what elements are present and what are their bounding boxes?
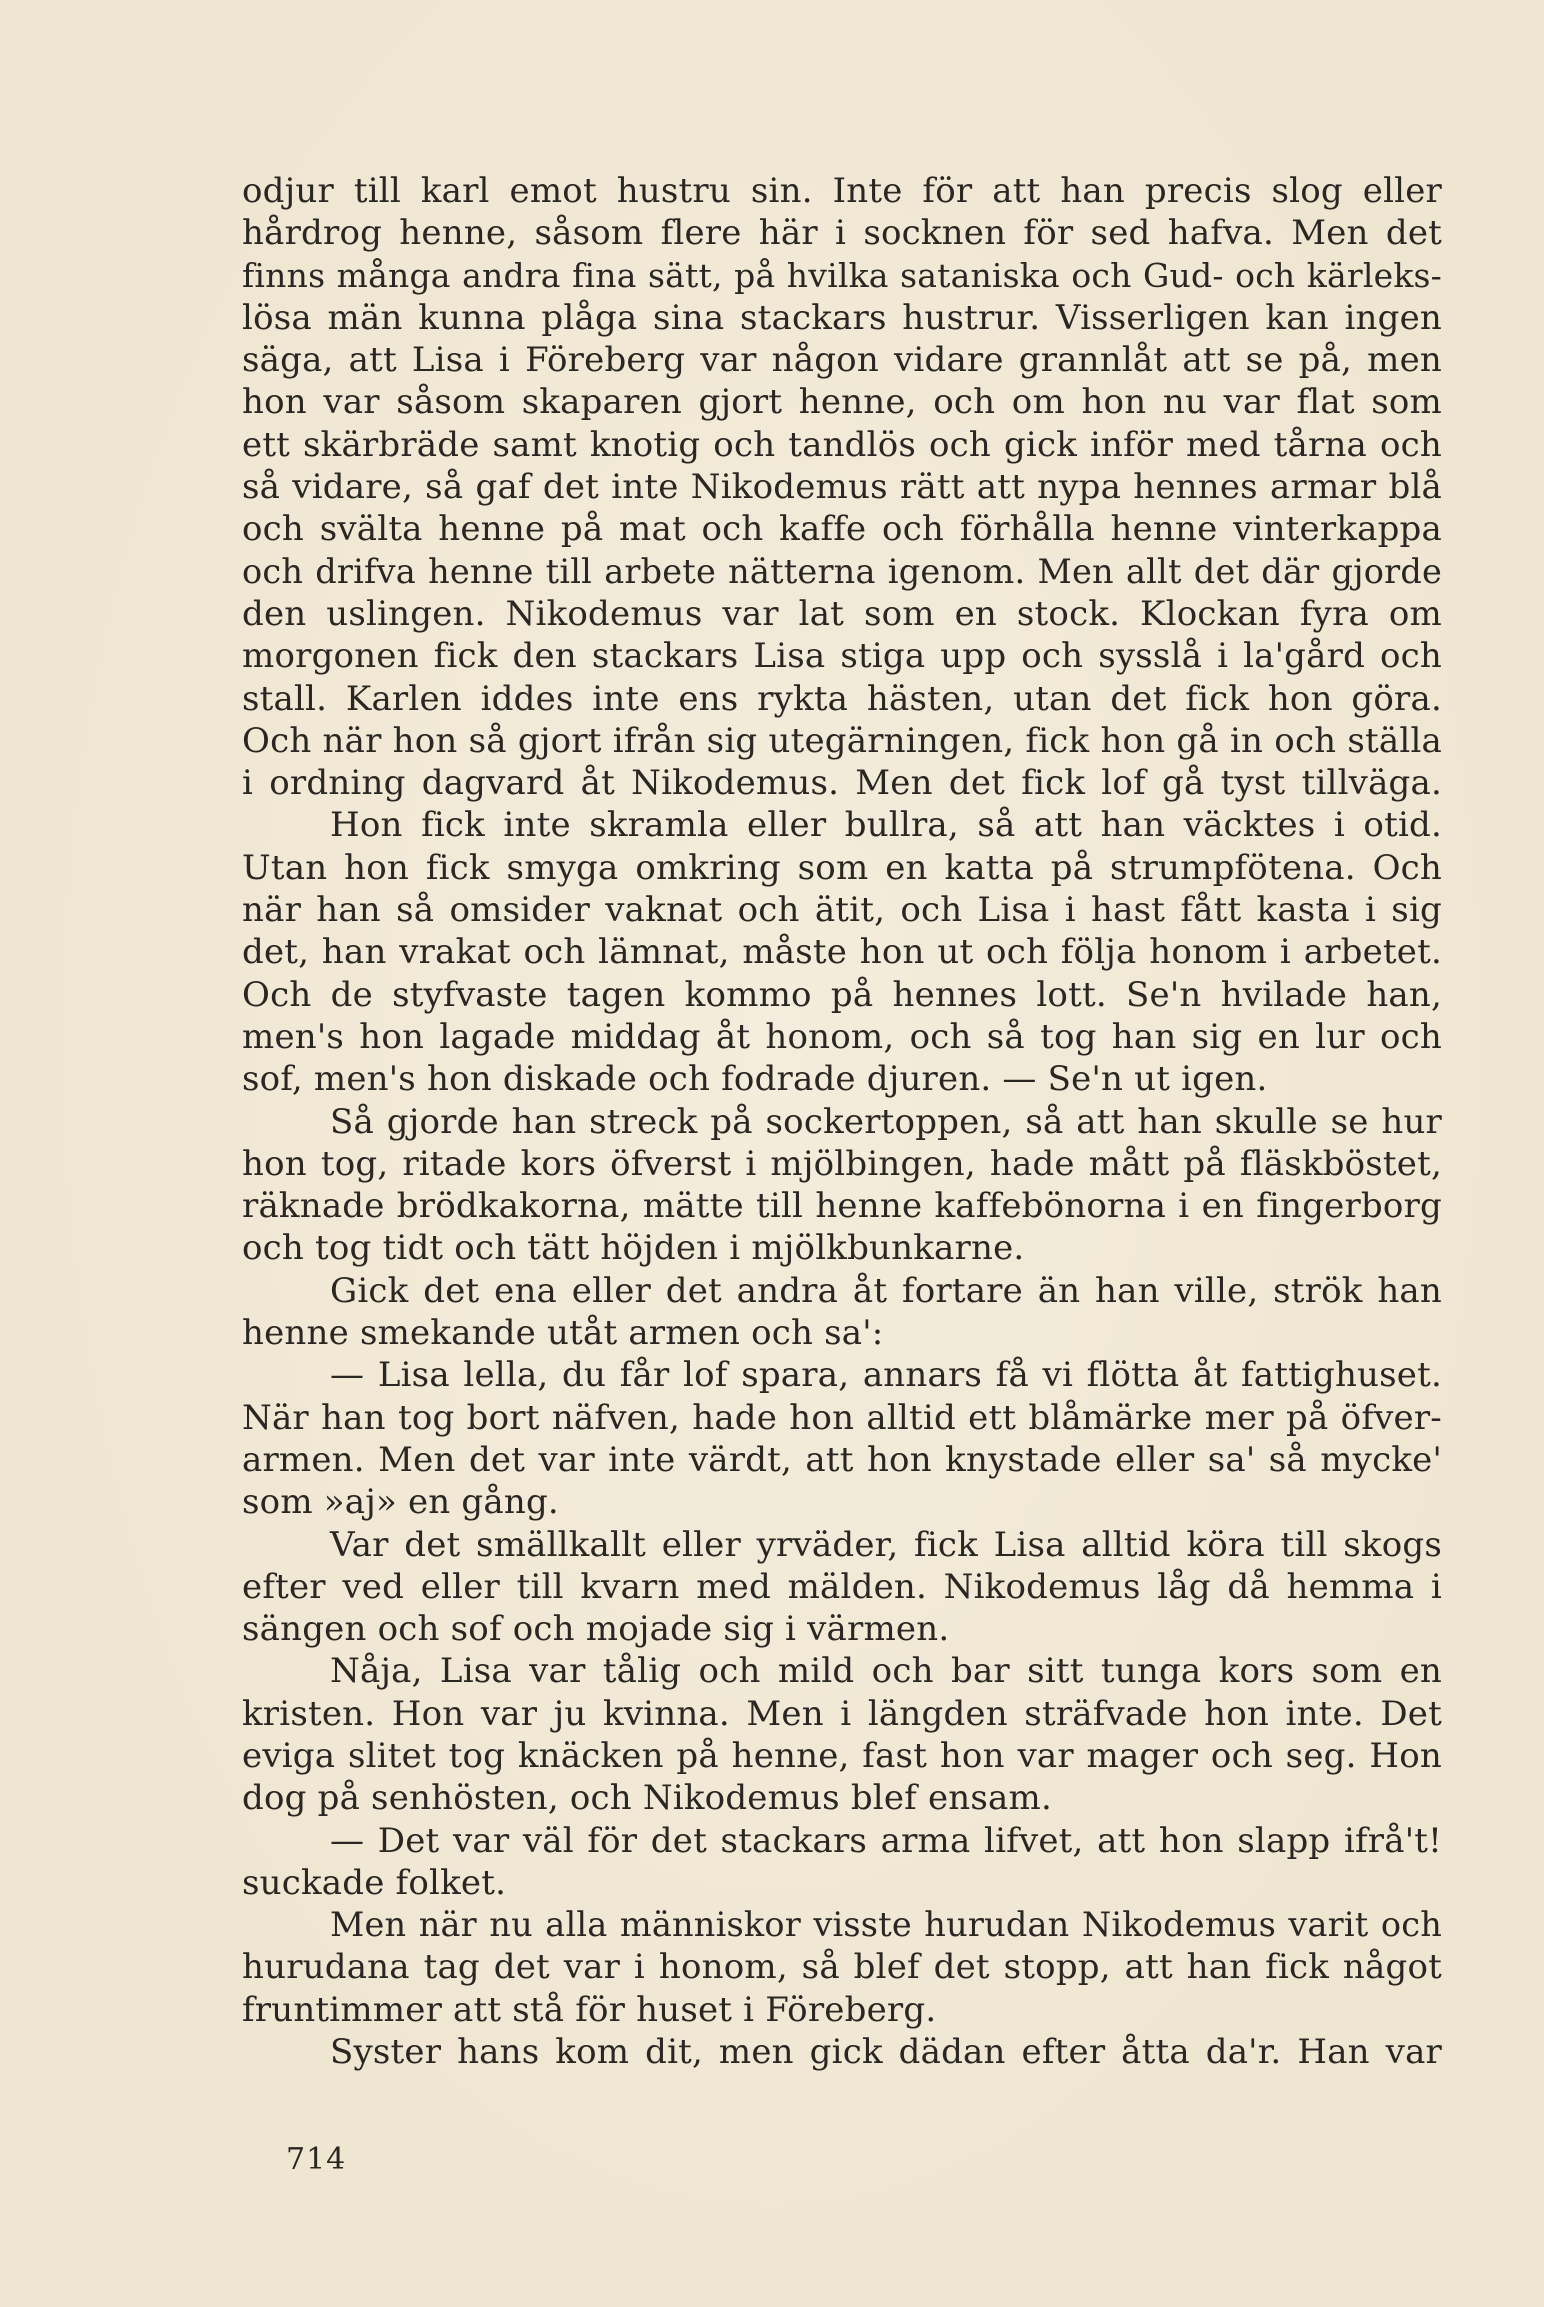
text-line: henne smekande utåt armen och sa': xyxy=(242,1313,884,1354)
text-line: kristen. Hon var ju kvinna. Men i längden sträfvade hon inte. Det xyxy=(242,1693,1442,1734)
page-number: 714 xyxy=(286,2142,347,2177)
text-line: hon var såsom skaparen gjort henne, och om hon nu var flat som xyxy=(242,382,1442,423)
text-line: Utan hon fick smyga omkring som en katta på strumpfötena. Och xyxy=(242,847,1442,888)
text-line: eviga slitet tog knäcken på henne, fast hon var mager och seg. Hon xyxy=(242,1735,1442,1776)
text-line: suckade folket. xyxy=(242,1862,507,1903)
text-line: hurudana tag det var i honom, så blef det stopp, att han fick något xyxy=(242,1947,1442,1988)
text-line: odjur till karl emot hustru sin. Inte för att han precis slog eller xyxy=(242,171,1442,211)
text-line: ett skärbräde samt knotig och tandlös och gick inför med tårna och xyxy=(242,424,1442,465)
body-text xyxy=(242,170,1442,2073)
text-line: Så gjorde han streck på sockertoppen, så att han skulle se hur xyxy=(330,1101,1442,1142)
text-line: morgonen fick den stackars Lisa stiga upp och sysslå i la'gård och xyxy=(242,636,1442,677)
text-line: Syster hans kom dit, men gick dädan efter åtta da'r. Han var xyxy=(330,2032,1442,2073)
text-line: och svälta henne på mat och kaffe och förhålla henne vinterkappa xyxy=(242,509,1442,550)
text-line: Och när hon så gjort ifrån sig utegärningen, fick hon gå in och ställa xyxy=(242,720,1442,761)
text-line: stall. Karlen iddes inte ens rykta hästen, utan det fick hon göra. xyxy=(242,678,1442,719)
text-line: — Lisa lella, du får lof spara, annars få vi flötta åt fattighuset. xyxy=(330,1355,1442,1396)
text-line: den uslingen. Nikodemus var lat som en stock. Klockan fyra om xyxy=(242,593,1442,634)
text-line: finns många andra fina sätt, på hvilka sataniska och Gud- och kärleks- xyxy=(242,255,1442,295)
text-line: armen. Men det var inte värdt, att hon knystade eller sa' så mycke' xyxy=(242,1439,1442,1480)
text-line: — Det var väl för det stackars arma lifvet, att hon slapp ifrå't! xyxy=(330,1820,1442,1861)
text-line: räknade brödkakorna, mätte till henne kaffebönorna i en fingerborg xyxy=(242,1186,1442,1227)
text-line: säga, att Lisa i Föreberg var någon vidare grannlåt att se på, men xyxy=(242,340,1442,381)
text-line: Gick det ena eller det andra åt fortare än han ville, strök han xyxy=(330,1270,1442,1311)
text-line: Var det smällkallt eller yrväder, fick Lisa alltid köra till skogs xyxy=(330,1524,1442,1565)
text-line: dog på senhösten, och Nikodemus blef ensam. xyxy=(242,1778,1052,1819)
text-line: efter ved eller till kvarn med mälden. Nikodemus låg då hemma i xyxy=(242,1566,1442,1607)
text-line: fruntimmer att stå för huset i Föreberg. xyxy=(242,1989,937,2030)
text-line: som »aj» en gång. xyxy=(242,1482,559,1523)
text-line: sängen och sof och mojade sig i värmen. xyxy=(242,1609,950,1650)
text-line: hon tog, ritade kors öfverst i mjölbingen, hade mått på fläskböstet, xyxy=(242,1143,1442,1184)
text-line: och tog tidt och tätt höjden i mjölkbunkarne. xyxy=(242,1228,1025,1269)
text-line: i ordning dagvard åt Nikodemus. Men det fick lof gå tyst tillväga. xyxy=(242,763,1442,804)
text-line: så vidare, så gaf det inte Nikodemus rätt att nypa hennes armar blå xyxy=(242,467,1442,508)
text-line: när han så omsider vaknat och ätit, och Lisa i hast fått kasta i sig xyxy=(242,890,1442,931)
text-line: lösa män kunna plåga sina stackars hustrur. Visserligen kan ingen xyxy=(242,297,1442,338)
text-line: Nåja, Lisa var tålig och mild och bar sitt tunga kors som en xyxy=(330,1651,1442,1692)
text-line: hårdrog henne, såsom flere här i socknen för sed hafva. Men det xyxy=(242,213,1442,254)
text-line: sof, men's hon diskade och fodrade djuren. — Se'n ut igen. xyxy=(242,1059,1268,1100)
text-line: det, han vrakat och lämnat, måste hon ut och följa honom i arbetet. xyxy=(242,932,1442,973)
text-line: och drifva henne till arbete nätterna igenom. Men allt det där gjorde xyxy=(242,551,1442,591)
text-line: men's hon lagade middag åt honom, och så tog han sig en lur och xyxy=(242,1016,1442,1057)
text-line: Och de styfvaste tagen kommo på hennes lott. Se'n hvilade han, xyxy=(242,974,1442,1015)
text-line: Hon fick inte skramla eller bullra, så att han väcktes i otid. xyxy=(330,805,1442,846)
text-line: Men när nu alla människor visste hurudan Nikodemus varit och xyxy=(330,1905,1442,1945)
text-line: När han tog bort näfven, hade hon alltid ett blåmärke mer på öfver- xyxy=(242,1397,1442,1438)
